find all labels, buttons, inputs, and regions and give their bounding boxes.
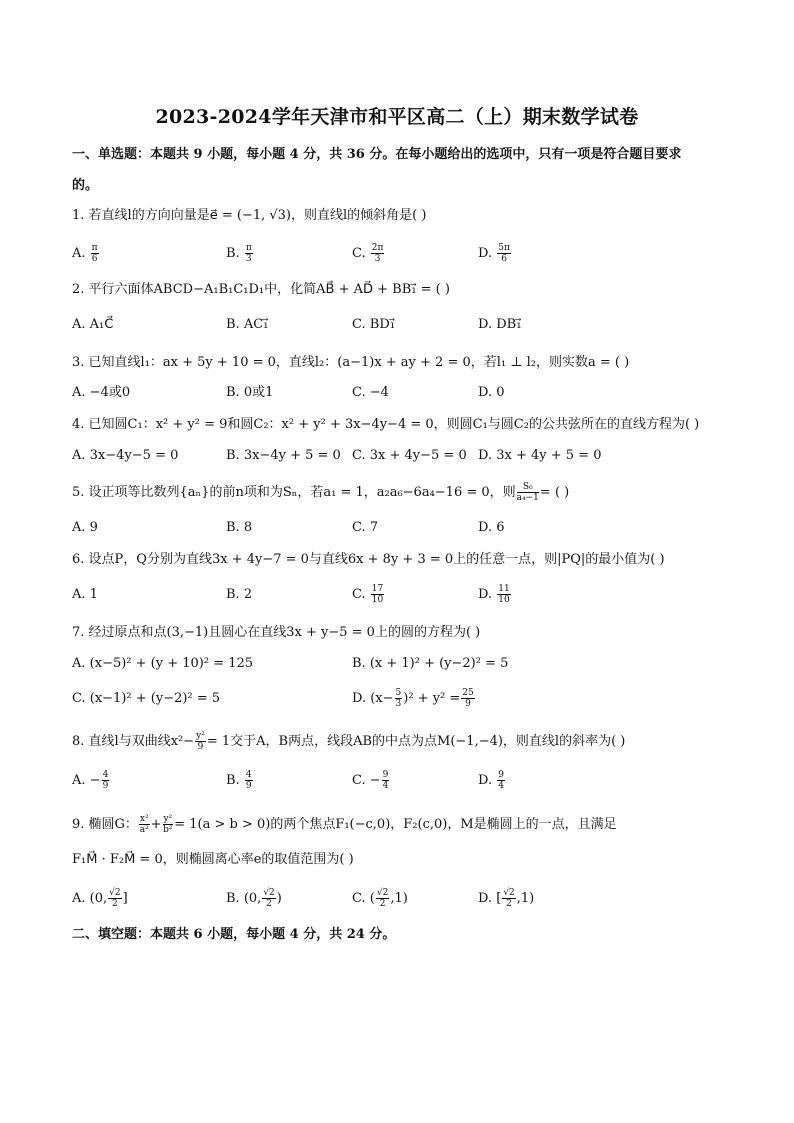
question-4-stem: 4. 已知圆C₁：x² + y² = 9和圆C₂：x² + y² + 3x−4y−4 = 0，则圆C₁与圆C₂的公共弦所在的直线方程为( ) <box>72 417 700 432</box>
q4-option-c: C. 3x + 4y−5 = 0 <box>352 448 467 463</box>
q6-option-a: A. 1 <box>72 587 98 602</box>
question-3-stem: 3. 已知直线l₁：ax + 5y + 10 = 0，直线l₂：(a−1)x + ay + 2 = 0，若l₁ ⊥ l₂，则实数a = ( ) <box>72 355 630 370</box>
question-6-stem: 6. 设点P，Q分别为直线3x + 4y−7 = 0与直线6x + 8y + 3 = 0上的任意一点，则|PQ|的最小值为( ) <box>72 552 665 567</box>
q4-option-a: A. 3x−4y−5 = 0 <box>72 448 179 463</box>
q7-option-b: B. (x + 1)² + (y−2)² = 5 <box>352 656 509 671</box>
q2-option-d: D. DB₁⃗ <box>478 317 522 332</box>
q3-option-c: C. −4 <box>352 385 389 400</box>
question-9-stem: 9. 椭圆G： $\frac{\text{x²}}{\text{a²}}$ + $\frac{\text{y²}}{\text{b²}}$ = 1(a > b > 0)的两个焦点F₁(−c,0)，F₂(c,0)，M是椭圆上的一点，且满足 <box>72 814 617 835</box>
q4-option-d: D. 3x + 4y + 5 = 0 <box>478 448 602 463</box>
q3-option-b: B. 0或1 <box>226 385 274 400</box>
q3-option-d: D. 0 <box>478 385 505 400</box>
q5-option-a: A. 9 <box>72 520 98 535</box>
q9-option-b: B. (0, $\frac{√2}{2}$ ) <box>226 888 282 909</box>
q6-option-c: C. $\frac{17}{10}$ <box>352 584 384 605</box>
q3-option-a: A. −4或0 <box>72 385 131 400</box>
q2-option-a: A. A₁C⃗ <box>72 317 114 332</box>
question-5-stem: 5. 设正项等比数列{aₙ}的前n项和为Sₙ，若a₁ = 1，a₂a₆−6a₄−16 = 0，则 $\frac{\text{S₆}}{\text{a₄−1}}$ = ( ) <box>72 482 570 503</box>
section-1-heading: 一、单选题：本题共 9 小题，每小题 4 分，共 36 分。在每小题给出的选项中，只有一项是符合题目要求 <box>72 147 682 162</box>
q7-option-a: A. (x−5)² + (y + 10)² = 125 <box>72 656 254 671</box>
q1-option-c: C. $\frac{2\pi}{3}$ <box>352 243 384 264</box>
q2-option-b: B. AC₁⃗ <box>226 317 269 332</box>
q8-option-b: B. $\frac{4}{9}$ <box>226 770 252 791</box>
exam-title: 2023-2024学年天津市和平区高二（上）期末数学试卷 <box>155 106 639 128</box>
q9-option-a: A. (0, $\frac{√2}{2}$ ] <box>72 888 128 909</box>
question-9-stem-cont: F₁M⃗ · F₂M⃗ = 0，则椭圆离心率e的取值范围为( ) <box>72 852 354 867</box>
q7-option-d: D. (x− $\frac{5}{3}$ )² + y² = $\frac{25}{9}$ <box>352 688 474 709</box>
q9-option-c: C. ( $\frac{√2}{2}$ ,1) <box>352 888 408 909</box>
section-1-heading-cont: 的。 <box>72 178 99 193</box>
question-7-stem: 7. 经过原点和点(3,−1)且圆心在直线3x + y−5 = 0上的圆的方程为( ) <box>72 625 481 640</box>
q1-option-d: D. $\frac{5\pi}{6}$ <box>478 243 510 264</box>
q2-option-c: C. BD₁⃗ <box>352 317 395 332</box>
question-1-stem: 1. 若直线l的方向向量是e⃗ = (−1, √3)，则直线l的倾斜角是( ) <box>72 208 427 223</box>
q6-option-b: B. 2 <box>226 587 253 602</box>
q5-option-b: B. 8 <box>226 520 253 535</box>
q8-option-a: A. − $\frac{4}{9}$ <box>72 770 109 791</box>
q5-option-c: C. 7 <box>352 520 379 535</box>
q4-option-b: B. 3x−4y + 5 = 0 <box>226 448 341 463</box>
q8-option-c: C. − $\frac{9}{4}$ <box>352 770 389 791</box>
q1-option-a: A. $\frac{\pi}{6}$ <box>72 243 98 264</box>
section-2-heading: 二、填空题：本题共 6 小题，每小题 4 分，共 24 分。 <box>72 927 396 942</box>
question-8-stem: 8. 直线l与双曲线x²− $\frac{\text{y²}}{9}$ = 1交于A，B两点，线段AB的中点为点M(−1,−4)，则直线l的斜率为( ) <box>72 731 626 752</box>
q5-option-d: D. 6 <box>478 520 505 535</box>
question-2-stem: 2. 平行六面体ABCD−A₁B₁C₁D₁中，化简AB⃗ + AD⃗ + BB₁⃗ = ( ) <box>72 282 450 297</box>
q7-option-c: C. (x−1)² + (y−2)² = 5 <box>72 691 221 706</box>
q9-option-d: D. [ $\frac{√2}{2}$ ,1) <box>478 888 535 909</box>
q6-option-d: D. $\frac{11}{10}$ <box>478 584 510 605</box>
q1-option-b: B. $\frac{\pi}{3}$ <box>226 243 252 264</box>
q8-option-d: D. $\frac{9}{4}$ <box>478 770 504 791</box>
